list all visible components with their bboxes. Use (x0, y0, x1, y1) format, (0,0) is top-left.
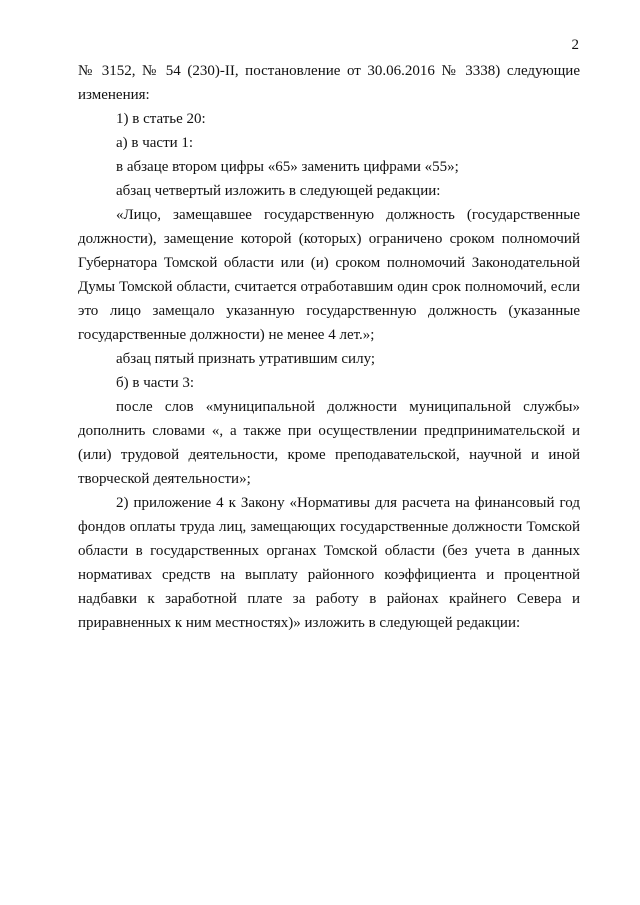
paragraph-subitem-a: а) в части 1: (116, 135, 194, 151)
document-body (78, 59, 580, 635)
paragraph-addition: после слов «муниципальной должности муниципальной службы» дополнить словами «, а также при осуществлении предпринимательской и (или) трудовой деятельности, кроме преподавательской, научной и иной творческой деятельности»; (78, 399, 580, 487)
page-number: 2 (571, 37, 579, 53)
paragraph-abzac-2: в абзаце втором цифры «65» заменить цифрами «55»; (116, 159, 459, 175)
paragraph-subitem-b: б) в части 3: (116, 375, 195, 391)
paragraph-continuation: № 3152, № 54 (230)-II, постановление от 30.06.2016 № 3338) следующие изменения: (78, 63, 580, 103)
paragraph-item-2: 2) приложение 4 к Закону «Нормативы для расчета на финансовый год фондов оплаты труда лиц, замещающих государственные должности Томской области в государственных органах Томской области (без учета в данных нормативах средств на выплату районного коэффициента и процентной надбавки к заработной плате за работу в районах крайнего Севера и приравненных к ним местностях)» изложить в следующей редакции: (78, 495, 580, 631)
paragraph-abzac-4-intro: абзац четвертый изложить в следующей редакции: (116, 183, 441, 199)
paragraph-quoted-text: «Лицо, замещавшее государственную должность (государственные должности), замещение которой (которых) ограничено сроком полномочий Губернатора Томской области или (и) сроком полномочий Законодательной Думы Томской области, считается отработавшим один срок полномочий, если это лицо замещало указанную государственную должность (указанные государственные должности) не менее 4 лет.»; (78, 207, 580, 343)
paragraph-item-1: 1) в статье 20: (116, 111, 206, 127)
paragraph-abzac-5: абзац пятый признать утратившим силу; (116, 351, 376, 367)
